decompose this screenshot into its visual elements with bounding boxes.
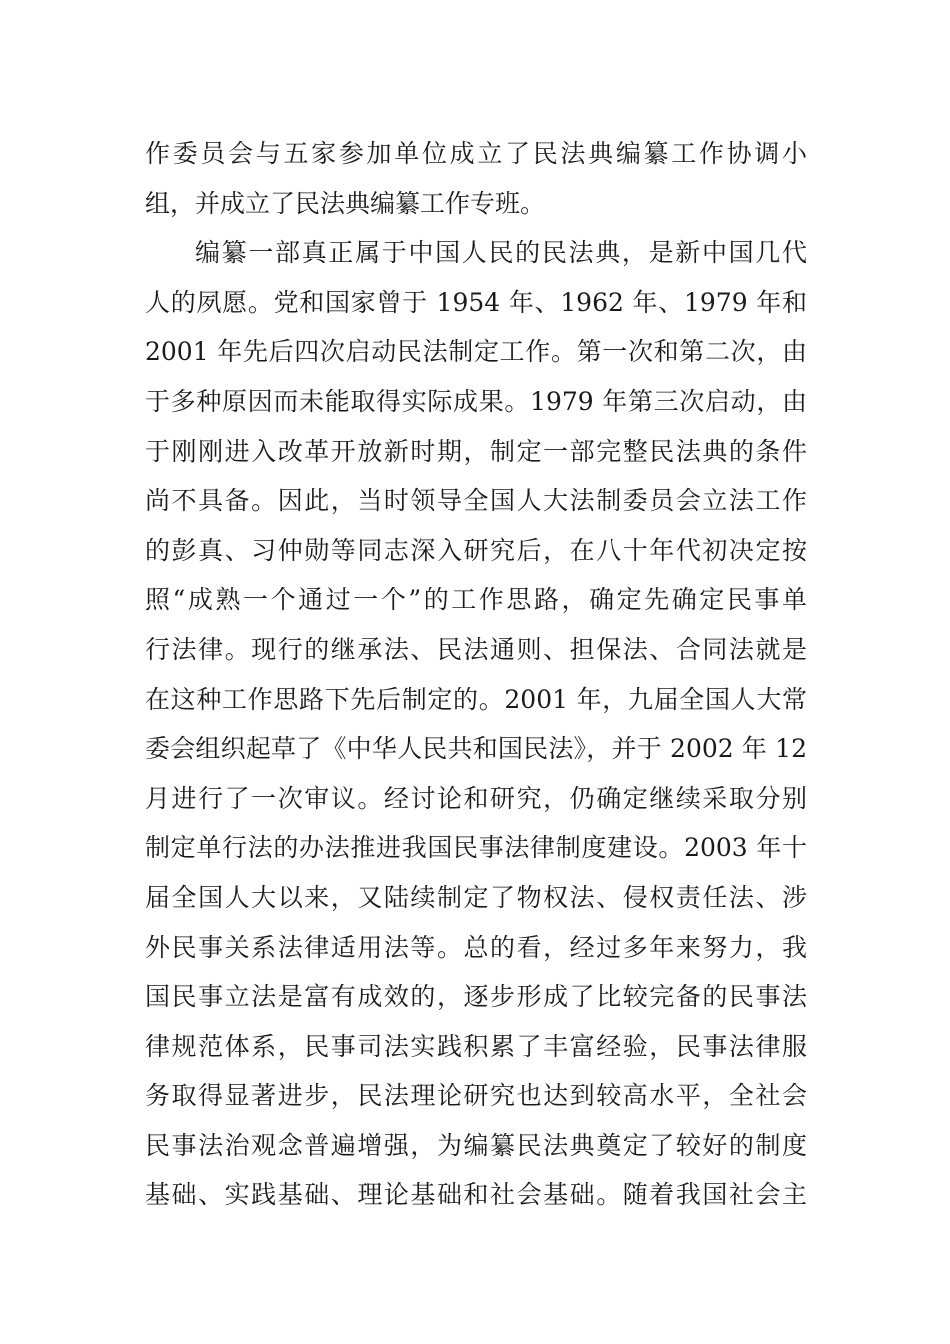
- text-line: 于刚刚进入改革开放新时期，制定一部完整民法典的条件: [145, 436, 807, 466]
- text-line: 行法律。现行的继承法、民法通则、担保法、合同法就是: [145, 634, 807, 664]
- text-line: 人的夙愿。党和国家曾于 1954 年、1962 年、1979 年和: [145, 287, 807, 317]
- text-line: 制定单行法的办法推进我国民事法律制度建设。2003 年十: [145, 833, 807, 863]
- text-line: 在这种工作思路下先后制定的。2001 年，九届全国人大常: [145, 684, 807, 714]
- text-line: 组，并成立了民法典编纂工作专班。: [145, 188, 546, 218]
- text-line: 作委员会与五家参加单位成立了民法典编纂工作协调小: [145, 139, 807, 168]
- text-line: 月进行了一次审议。经讨论和研究，仍确定继续采取分别: [145, 783, 807, 813]
- text-line: 届全国人大以来，又陆续制定了物权法、侵权责任法、涉: [145, 882, 807, 912]
- text-line: 照“成熟一个通过一个”的工作思路，确定先确定民事单: [145, 585, 807, 615]
- text-line: 尚不具备。因此，当时领导全国人大法制委员会立法工作: [145, 486, 807, 516]
- text-line: 律规范体系，民事司法实践积累了丰富经验，民事法律服: [145, 1031, 807, 1061]
- text-line: 于多种原因而未能取得实际成果。1979 年第三次启动，由: [145, 386, 807, 416]
- body-text: [145, 129, 807, 1220]
- text-line: 国民事立法是富有成效的，逐步形成了比较完备的民事法: [145, 982, 807, 1012]
- text-line: 外民事关系法律适用法等。总的看，经过多年来努力，我: [145, 932, 807, 962]
- text-line: 务取得显著进步，民法理论研究也达到较高水平，全社会: [145, 1081, 807, 1111]
- text-line: 的彭真、习仲勋等同志深入研究后，在八十年代初决定按: [145, 535, 807, 565]
- text-line: 民事法治观念普遍增强，为编纂民法典奠定了较好的制度: [145, 1130, 807, 1160]
- text-line: 委会组织起草了《中华人民共和国民法》，并于 2002 年 12: [145, 734, 807, 764]
- paragraph-first-line: 编纂一部真正属于中国人民的民法典，是新中国几代: [195, 238, 807, 268]
- text-line: 2001 年先后四次启动民法制定工作。第一次和第二次，由: [145, 337, 807, 367]
- text-line: 基础、实践基础、理论基础和社会基础。随着我国社会主: [145, 1180, 807, 1210]
